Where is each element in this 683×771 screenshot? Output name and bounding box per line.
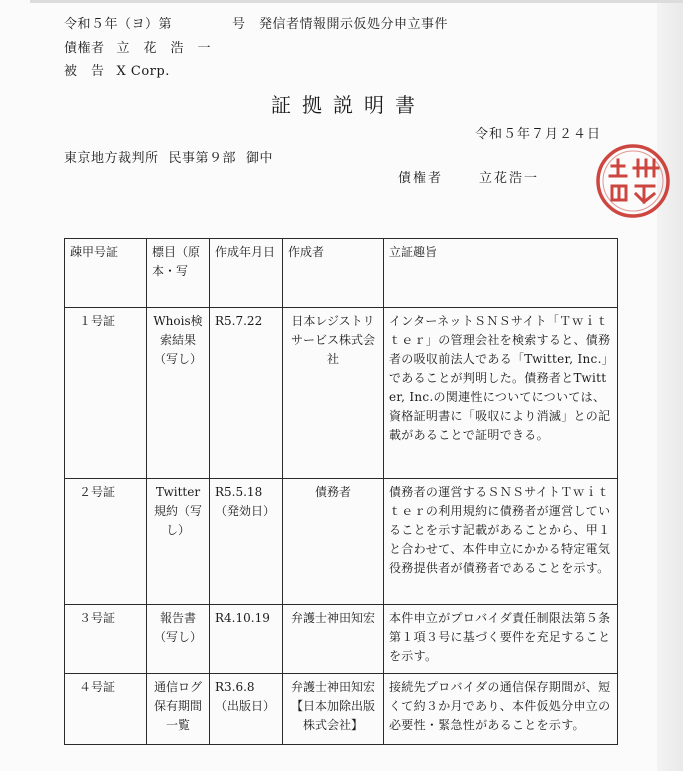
table-header-row <box>65 239 618 308</box>
header-purpose: 立証趣旨 <box>384 239 618 308</box>
signatory-label: 債権者 <box>398 171 444 186</box>
document-date: 令和５年７月２４日 <box>474 127 601 142</box>
case-number-prefix: 令和５年（ヨ）第 <box>64 17 173 32</box>
evidence-number: ２号証 <box>65 479 147 605</box>
evidence-purpose: 接続先プロバイダの通信保存期間が、短くて約３か月であり、本件仮処分申立の必要性・緊急性があることを示す。 <box>384 674 618 745</box>
evidence-date: R5.7.22 <box>210 308 283 479</box>
table-row <box>65 674 618 745</box>
header-date: 作成年月日 <box>210 239 283 308</box>
court-division: 民事第９部 <box>168 151 237 166</box>
evidence-number: ３号証 <box>65 605 147 674</box>
header-item: 標目（原本・写 <box>147 239 210 308</box>
document-title: 証拠説明書 <box>271 93 426 117</box>
evidence-item: Twitter規約（写し） <box>147 479 210 605</box>
court-honorific: 御中 <box>246 151 274 166</box>
signatory <box>398 167 539 186</box>
evidence-author: 債務者 <box>283 479 384 605</box>
header-author: 作成者 <box>283 239 384 308</box>
evidence-item: 報告書（写し） <box>147 605 210 674</box>
header-evidence-number: 疎甲号証 <box>65 239 147 308</box>
evidence-date: R5.5.18（発効日） <box>210 479 283 605</box>
evidence-item: Whois検索結果（写し） <box>147 308 210 479</box>
evidence-item: 通信ログ保有期間一覧 <box>147 674 210 745</box>
evidence-date: R4.10.19 <box>210 605 283 674</box>
evidence-purpose: 債務者の運営するＳＮＳサイトＴｗｉｔｔｅｒの利用規約に債務者が運営していることを示す記載があることから、甲１と合わせて、本件申立にかかる特定電気役務提供者が債務者であることを示す。 <box>384 479 618 605</box>
defendant-line <box>64 60 170 79</box>
defendant-name: X Corp. <box>116 64 170 79</box>
court-address <box>64 147 273 166</box>
seal-stamp-icon <box>594 142 672 220</box>
defendant-label: 被 告 <box>64 64 105 79</box>
table-row <box>65 605 618 674</box>
table-row <box>65 479 618 605</box>
signatory-name: 立花浩一 <box>479 171 540 186</box>
scan-top-edge <box>30 0 683 3</box>
evidence-date: R3.6.8（出版日） <box>210 674 283 745</box>
evidence-author: 日本レジストリサービス株式会社 <box>283 308 384 479</box>
creditor-name: 立 花 浩 一 <box>116 41 212 56</box>
case-title: 号 発信者情報開示仮処分申立事件 <box>232 17 449 32</box>
evidence-number: １号証 <box>65 308 147 479</box>
evidence-purpose: インターネットＳＮＳサイト「Ｔｗｉｔｔｅｒ」の管理会社を検索すると、債務者の吸収前法人である「Twitter, Inc.」であることが判明した。債務者とTwitter, Inc.の関連性についてについては、資格証明書に「吸収により消滅」との記載があることで証明できる。 <box>384 308 618 479</box>
creditor-label: 債権者 <box>64 41 105 56</box>
evidence-author: 弁護士神田知宏 <box>283 605 384 674</box>
case-number-line <box>64 13 448 32</box>
table-row <box>65 308 618 479</box>
evidence-table <box>64 238 618 745</box>
evidence-author: 弁護士神田知宏【日本加除出版株式会社】 <box>283 674 384 745</box>
creditor-line <box>64 37 211 56</box>
court-name: 東京地方裁判所 <box>64 151 159 166</box>
evidence-number: ４号証 <box>65 674 147 745</box>
evidence-purpose: 本件申立がプロバイダ責任制限法第５条第１項３号に基づく要件を充足することを示す。 <box>384 605 618 674</box>
